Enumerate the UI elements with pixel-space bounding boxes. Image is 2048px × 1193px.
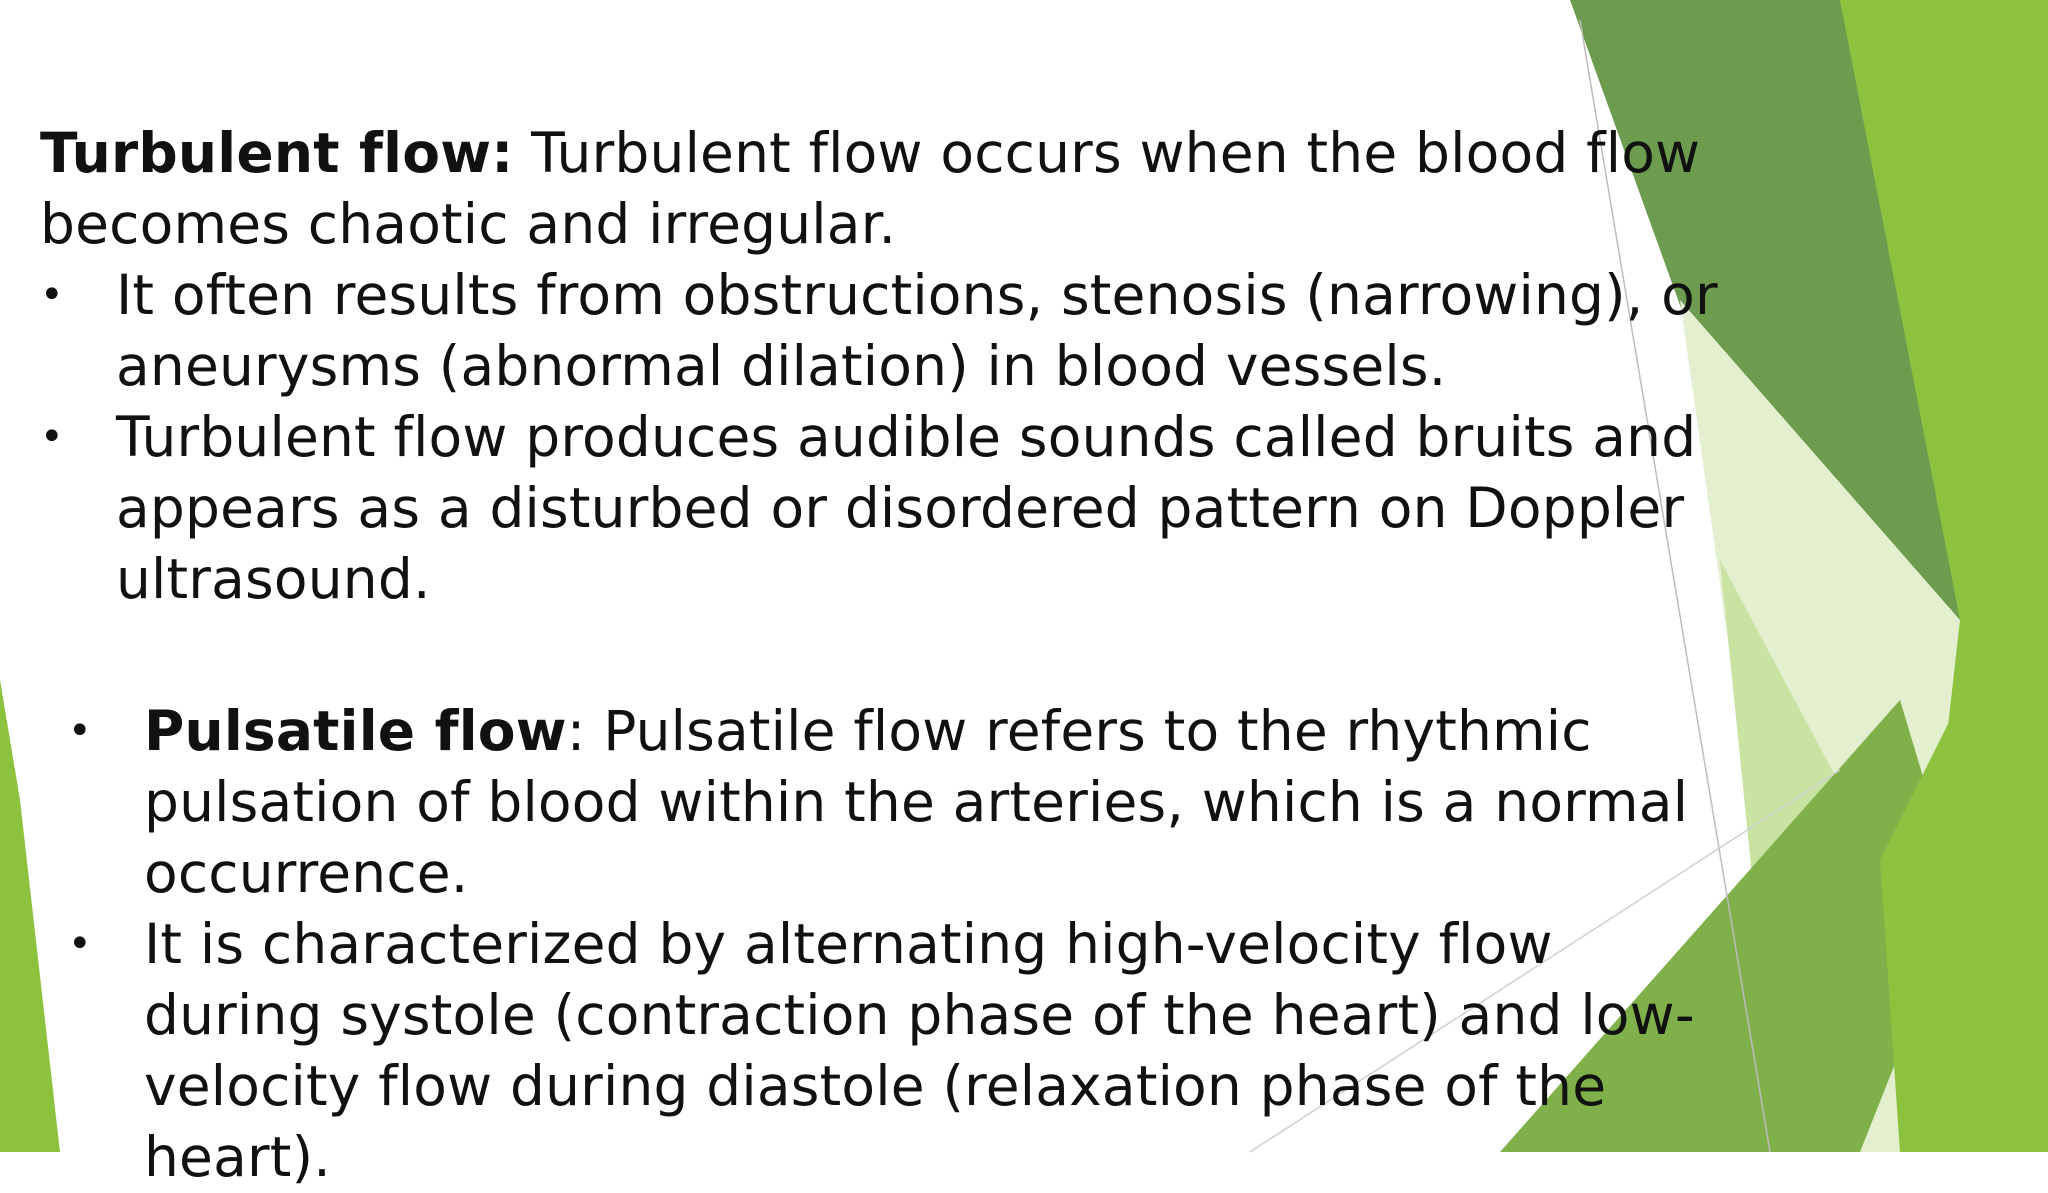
pulsatile-heading-suffix: : Pulsatile flow refers to the rhythmic bbox=[566, 699, 1592, 763]
bullet-line: ultrasound. bbox=[116, 547, 431, 611]
bullet-point: • bbox=[68, 708, 92, 754]
bullet-line: heart). bbox=[144, 1125, 331, 1189]
bullet-line: pulsation of blood within the arteries, which is a normal bbox=[144, 770, 1689, 834]
bullet-line: during systole (contraction phase of the heart) and low- bbox=[144, 983, 1695, 1047]
bullet-point: • bbox=[40, 414, 64, 460]
bullet-point: • bbox=[40, 272, 64, 318]
turbulent-flow-heading: Turbulent flow: bbox=[40, 121, 514, 185]
list-item bbox=[68, 696, 1688, 909]
bullet-line: velocity flow during diastole (relaxation phase of the bbox=[144, 1054, 1607, 1118]
turbulent-flow-bullets bbox=[40, 260, 1718, 615]
pulsatile-bullet-list bbox=[68, 696, 1695, 1193]
bullet-line: Turbulent flow produces audible sounds called bruits and bbox=[116, 405, 1697, 469]
turbulent-flow-paragraph bbox=[40, 118, 1701, 260]
list-item bbox=[40, 402, 1697, 615]
bullet-point: • bbox=[68, 921, 92, 967]
pulsatile-flow-heading: Pulsatile flow bbox=[144, 699, 567, 763]
bullet-line: It is characterized by alternating high-velocity flow bbox=[144, 912, 1553, 976]
bullet-line: It often results from obstructions, stenosis (narrowing), or bbox=[116, 263, 1718, 327]
bullet-line: aneurysms (abnormal dilation) in blood vessels. bbox=[116, 334, 1447, 398]
bullet-line: occurrence. bbox=[144, 841, 469, 905]
turbulent-intro-line-1 bbox=[40, 118, 1701, 189]
list-item bbox=[68, 909, 1695, 1193]
pulsatile-flow-bullets bbox=[68, 696, 1695, 1193]
bullet-line: appears as a disturbed or disordered pattern on Doppler bbox=[116, 476, 1685, 540]
turbulent-intro-text-1: Turbulent flow occurs when the blood flow bbox=[513, 121, 1701, 185]
turbulent-bullet-list bbox=[40, 260, 1718, 615]
turbulent-intro-line-2: becomes chaotic and irregular. bbox=[40, 192, 897, 256]
list-item bbox=[40, 260, 1718, 402]
pulsatile-intro-line-1 bbox=[144, 696, 1688, 767]
